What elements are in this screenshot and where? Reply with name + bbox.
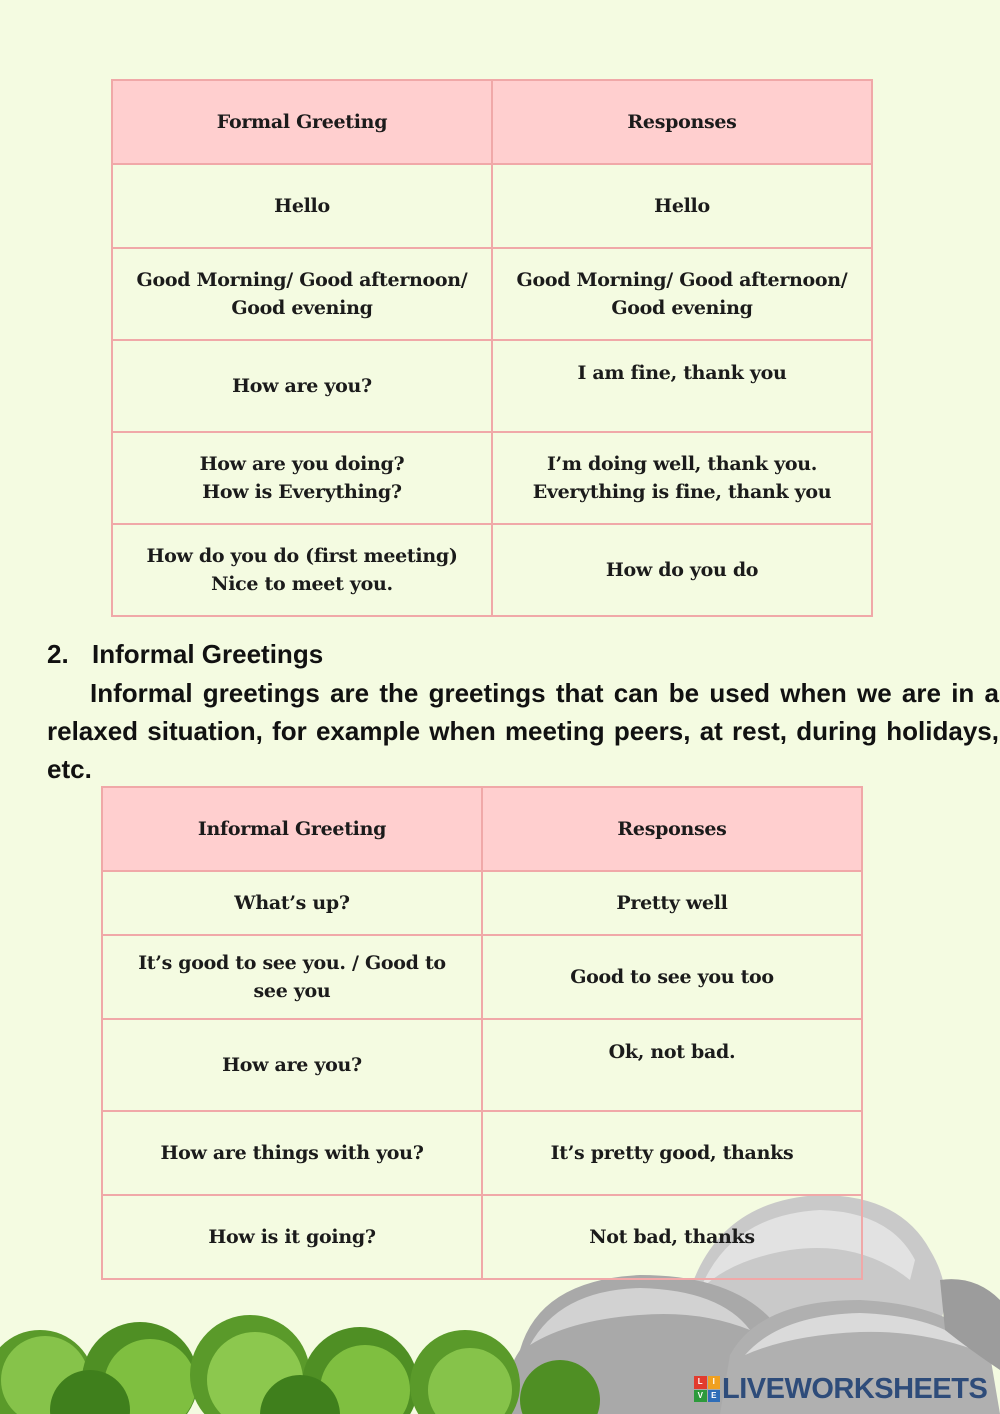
response-cell: Good Morning/ Good afternoon/ Good evening	[492, 248, 872, 340]
response-cell: I’m doing well, thank you. Everything is fine, thank you	[492, 432, 872, 524]
greeting-cell: How are you doing? How is Everything?	[112, 432, 492, 524]
table-row	[112, 164, 872, 248]
table-row	[112, 432, 872, 524]
table-header-row	[112, 80, 872, 164]
greeting-cell: Hello	[112, 164, 492, 248]
greeting-cell: How are you?	[102, 1019, 482, 1111]
formal-greetings-table	[111, 79, 873, 617]
response-cell: Good to see you too	[482, 935, 862, 1019]
response-cell: Not bad, thanks	[482, 1195, 862, 1279]
greeting-cell: It’s good to see you. / Good to see you	[102, 935, 482, 1019]
bushes-icon	[0, 1315, 600, 1414]
table-row	[102, 1111, 862, 1195]
response-cell: How do you do	[492, 524, 872, 616]
column-header: Informal Greeting	[102, 787, 482, 871]
response-cell: Ok, not bad.	[482, 1019, 862, 1111]
table-row	[112, 524, 872, 616]
table-row	[112, 248, 872, 340]
greeting-cell: How is it going?	[102, 1195, 482, 1279]
response-cell: Hello	[492, 164, 872, 248]
response-cell: Pretty well	[482, 871, 862, 935]
informal-greetings-table	[101, 786, 863, 1280]
column-header: Responses	[482, 787, 862, 871]
response-cell: I am fine, thank you	[492, 340, 872, 432]
response-cell: It’s pretty good, thanks	[482, 1111, 862, 1195]
table-row	[102, 871, 862, 935]
section-paragraph: Informal greetings are the greetings that can be used when we are in a relaxed situation, for example when meeting peers, at rest, during holidays, etc.	[47, 678, 999, 784]
greeting-cell: How are you?	[112, 340, 492, 432]
logo-mark-letter: I	[708, 1376, 721, 1389]
table-header-row	[102, 787, 862, 871]
liveworksheets-logo	[694, 1374, 987, 1404]
table-row	[102, 1019, 862, 1111]
column-header: Formal Greeting	[112, 80, 492, 164]
table-row	[102, 935, 862, 1019]
section-number: 2.	[47, 639, 69, 669]
greeting-cell: How are things with you?	[102, 1111, 482, 1195]
section-heading	[47, 636, 323, 672]
section-title: Informal Greetings	[92, 639, 324, 669]
logo-text: LIVEWORKSHEETS	[722, 1373, 988, 1405]
column-header: Responses	[492, 80, 872, 164]
logo-mark-letter: V	[694, 1390, 707, 1403]
greeting-cell: What’s up?	[102, 871, 482, 935]
logo-mark-icon	[694, 1376, 720, 1402]
logo-mark-letter: E	[708, 1390, 721, 1403]
table-row	[112, 340, 872, 432]
logo-mark-letter: L	[694, 1376, 707, 1389]
greeting-cell: How do you do (first meeting) Nice to meet you.	[112, 524, 492, 616]
greeting-cell: Good Morning/ Good afternoon/ Good evening	[112, 248, 492, 340]
table-row	[102, 1195, 862, 1279]
